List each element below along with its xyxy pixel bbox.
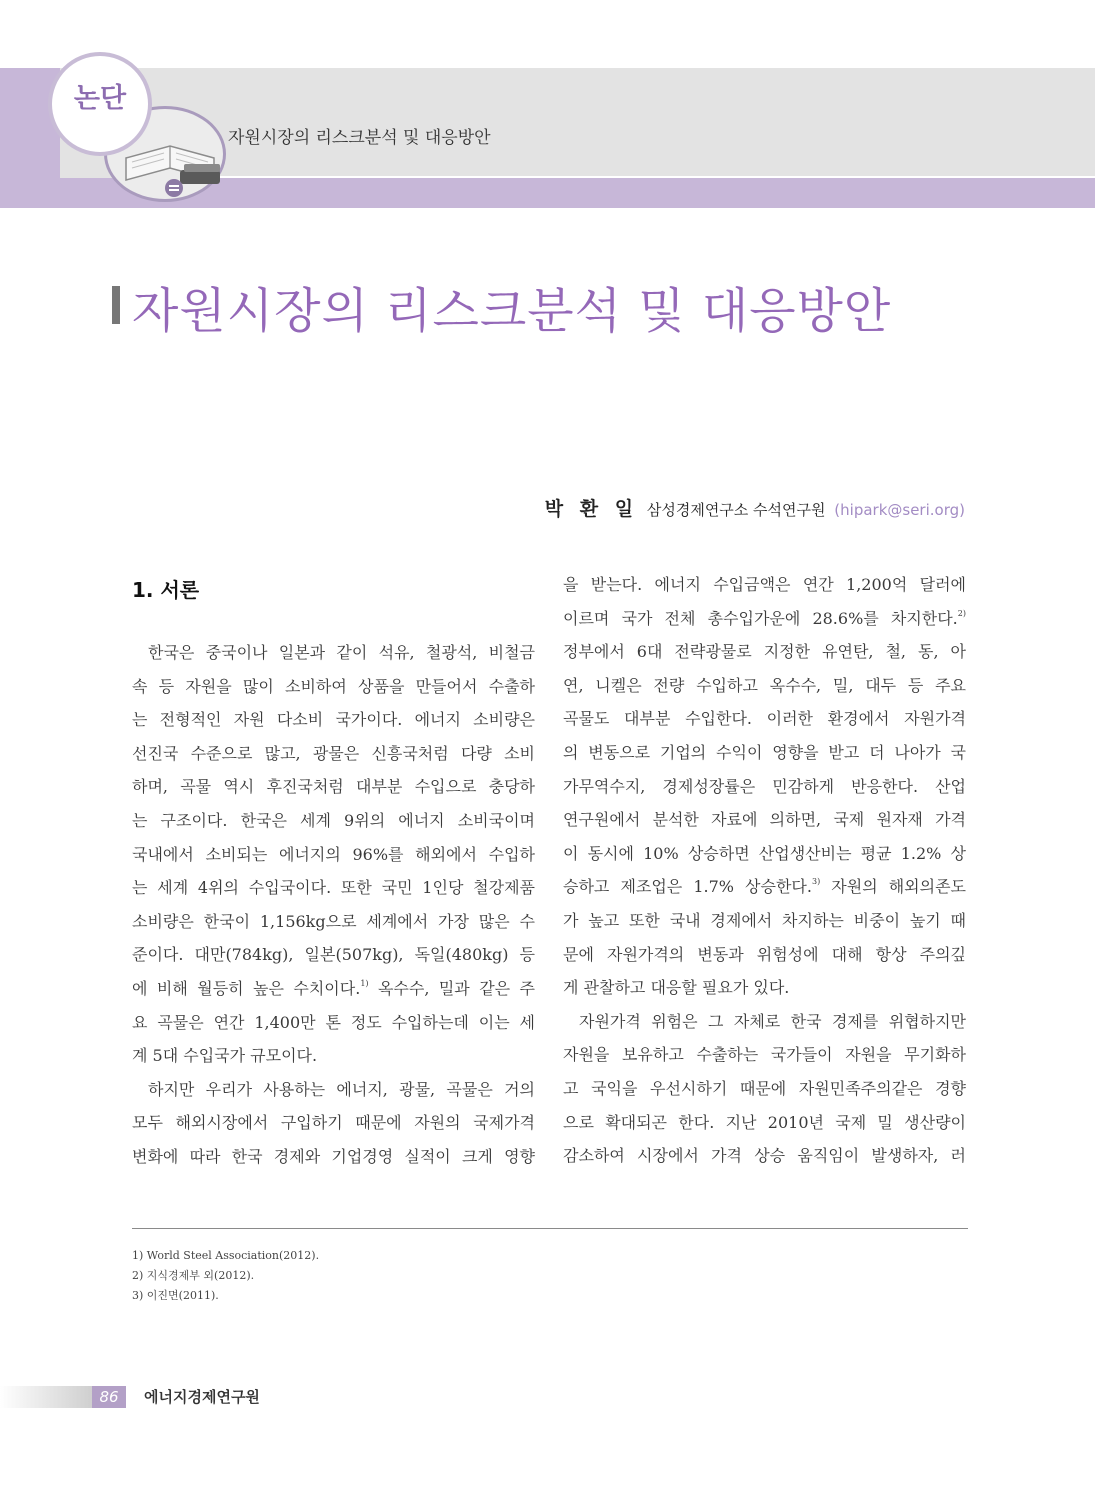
paragraph-line: 변화에 따라 한국 경제와 기업경영 실적이 크게 영향 — [132, 1146, 535, 1166]
paragraph-line: 국내에서 소비되는 에너지의 96%를 해외에서 수입하 — [132, 844, 535, 864]
paragraph-line: 고 국익을 우선시하기 때문에 자원민족주의같은 경향 — [563, 1078, 966, 1098]
header-subtitle: 자원시장의 리스크분석 및 대응방안 — [228, 128, 491, 148]
section-badge: 논단 — [73, 83, 127, 114]
paragraph-line: 자원가격 위험은 그 자체로 한국 경제를 위협하지만 — [579, 1011, 966, 1031]
paragraph-line: 계 5대 수입국가 규모이다. — [132, 1046, 318, 1066]
paragraph-line: 가 높고 또한 국내 경제에서 차지하는 비중이 높기 때 — [563, 910, 966, 930]
paragraph-line: 으로 확대되곤 한다. 지난 2010년 국제 밀 생산량이 — [563, 1112, 966, 1132]
paragraph-line: 이 동시에 10% 상승하면 산업생산비는 평균 1.2% 상 — [563, 843, 966, 863]
footnote-ref[interactable]: 1) — [360, 978, 369, 988]
paragraph-line: 연구원에서 분석한 자료에 의하면, 국제 원자재 가격 — [563, 810, 966, 830]
paragraph-line: 한국은 중국이나 일본과 같이 석유, 철광석, 비철금 — [148, 643, 535, 662]
paragraph-line-with-ref — [132, 972, 535, 1006]
left-column — [132, 636, 535, 1174]
title-marker — [112, 286, 120, 324]
paragraph-line-with-ref — [563, 870, 966, 904]
paragraph-line: 모두 해외시장에서 구입하기 때문에 자원의 국제가격 — [132, 1113, 535, 1133]
footnote-ref[interactable]: 2) — [957, 608, 966, 618]
author-affiliation: 삼성경제연구소 수석연구원 — [646, 501, 826, 519]
paragraph-line: 자원을 보유하고 수출하는 국가들이 자원을 무기화하 — [563, 1045, 966, 1065]
line-text: 에 비해 월등히 높은 수치이다. — [132, 978, 361, 998]
paragraph-line: 소비량은 한국이 1,156kg으로 세계에서 가장 많은 수 — [132, 911, 535, 931]
paragraph-line: 가무역수지, 경제성장률은 민감하게 반응한다. 산업 — [563, 776, 966, 796]
paragraph-line: 는 구조이다. 한국은 세계 9위의 에너지 소비국이며 — [132, 810, 535, 830]
paragraph-line: 요 곡물은 연간 1,400만 톤 정도 수입하는데 이는 세 — [132, 1012, 535, 1032]
header-divider — [196, 176, 1095, 178]
footer-org: 에너지경제연구원 — [144, 1388, 260, 1406]
author-line — [545, 494, 965, 521]
footnote-divider — [132, 1228, 968, 1229]
paragraph-line: 선진국 수준으로 많고, 광물은 신흥국처럼 다량 소비 — [132, 743, 535, 763]
line-text: 옥수수, 밀과 같은 주 — [368, 978, 536, 998]
paragraph-line-with-ref — [563, 602, 966, 636]
right-column — [563, 568, 966, 1173]
paragraph-line: 준이다. 대만(784kg), 일본(507kg), 독일(480kg) 등 — [132, 945, 535, 965]
footnote-item: 2) 지식경제부 외(2012). — [132, 1269, 255, 1282]
author-email[interactable]: (hipark@seri.org) — [834, 501, 965, 519]
paragraph-line: 정부에서 6대 전략광물로 지정한 유연탄, 철, 동, 아 — [563, 642, 966, 662]
article-title: 자원시장의 리스크분석 및 대응방안 — [132, 283, 892, 339]
section-heading: 1. 서론 — [132, 578, 200, 602]
paragraph-line: 곡물도 대부분 수입한다. 이러한 환경에서 자원가격 — [563, 709, 966, 729]
footer-gradient — [0, 1386, 92, 1408]
line-text: 이르며 국가 전체 총수입가운에 28.6%를 차지한다. — [563, 608, 958, 628]
footnote-item: 1) World Steel Association(2012). — [132, 1249, 320, 1262]
paragraph-line: 의 변동으로 기업의 수익이 영향을 받고 더 나아가 국 — [563, 742, 966, 762]
paragraph-line: 하며, 곡물 역시 후진국처럼 대부분 수입으로 충당하 — [132, 777, 535, 797]
paragraph-line: 는 세계 4위의 수입국이다. 또한 국민 1인당 철강제품 — [132, 878, 535, 898]
author-name: 박 환 일 — [544, 498, 639, 520]
page-number: 86 — [92, 1386, 126, 1408]
footnotes — [132, 1246, 319, 1306]
paragraph-line: 속 등 자원을 많이 소비하여 상품을 만들어서 수출하 — [132, 676, 535, 696]
paragraph-line: 는 전형적인 자원 다소비 국가이다. 에너지 소비량은 — [132, 710, 535, 730]
footnote-ref[interactable]: 3) — [811, 877, 821, 887]
line-text: 자원의 해외의존도 — [820, 877, 966, 897]
paragraph-line: 연, 니켈은 전량 수입하고 옥수수, 밀, 대두 등 주요 — [563, 675, 966, 695]
paragraph-line: 하지만 우리가 사용하는 에너지, 광물, 곡물은 거의 — [148, 1079, 535, 1099]
paragraph-line: 게 관찰하고 대응할 필요가 있다. — [563, 978, 790, 998]
paragraph-line: 을 받는다. 에너지 수입금액은 연간 1,200억 달러에 — [563, 575, 966, 594]
footnote-item: 3) 이진면(2011). — [132, 1289, 219, 1302]
paragraph-line: 문에 자원가격의 변동과 위험성에 대해 항상 주의깊 — [563, 944, 966, 964]
paragraph-line: 감소하여 시장에서 가격 상승 움직임이 발생하자, 러 — [563, 1146, 966, 1166]
line-text: 승하고 제조업은 1.7% 상승한다. — [563, 877, 812, 897]
